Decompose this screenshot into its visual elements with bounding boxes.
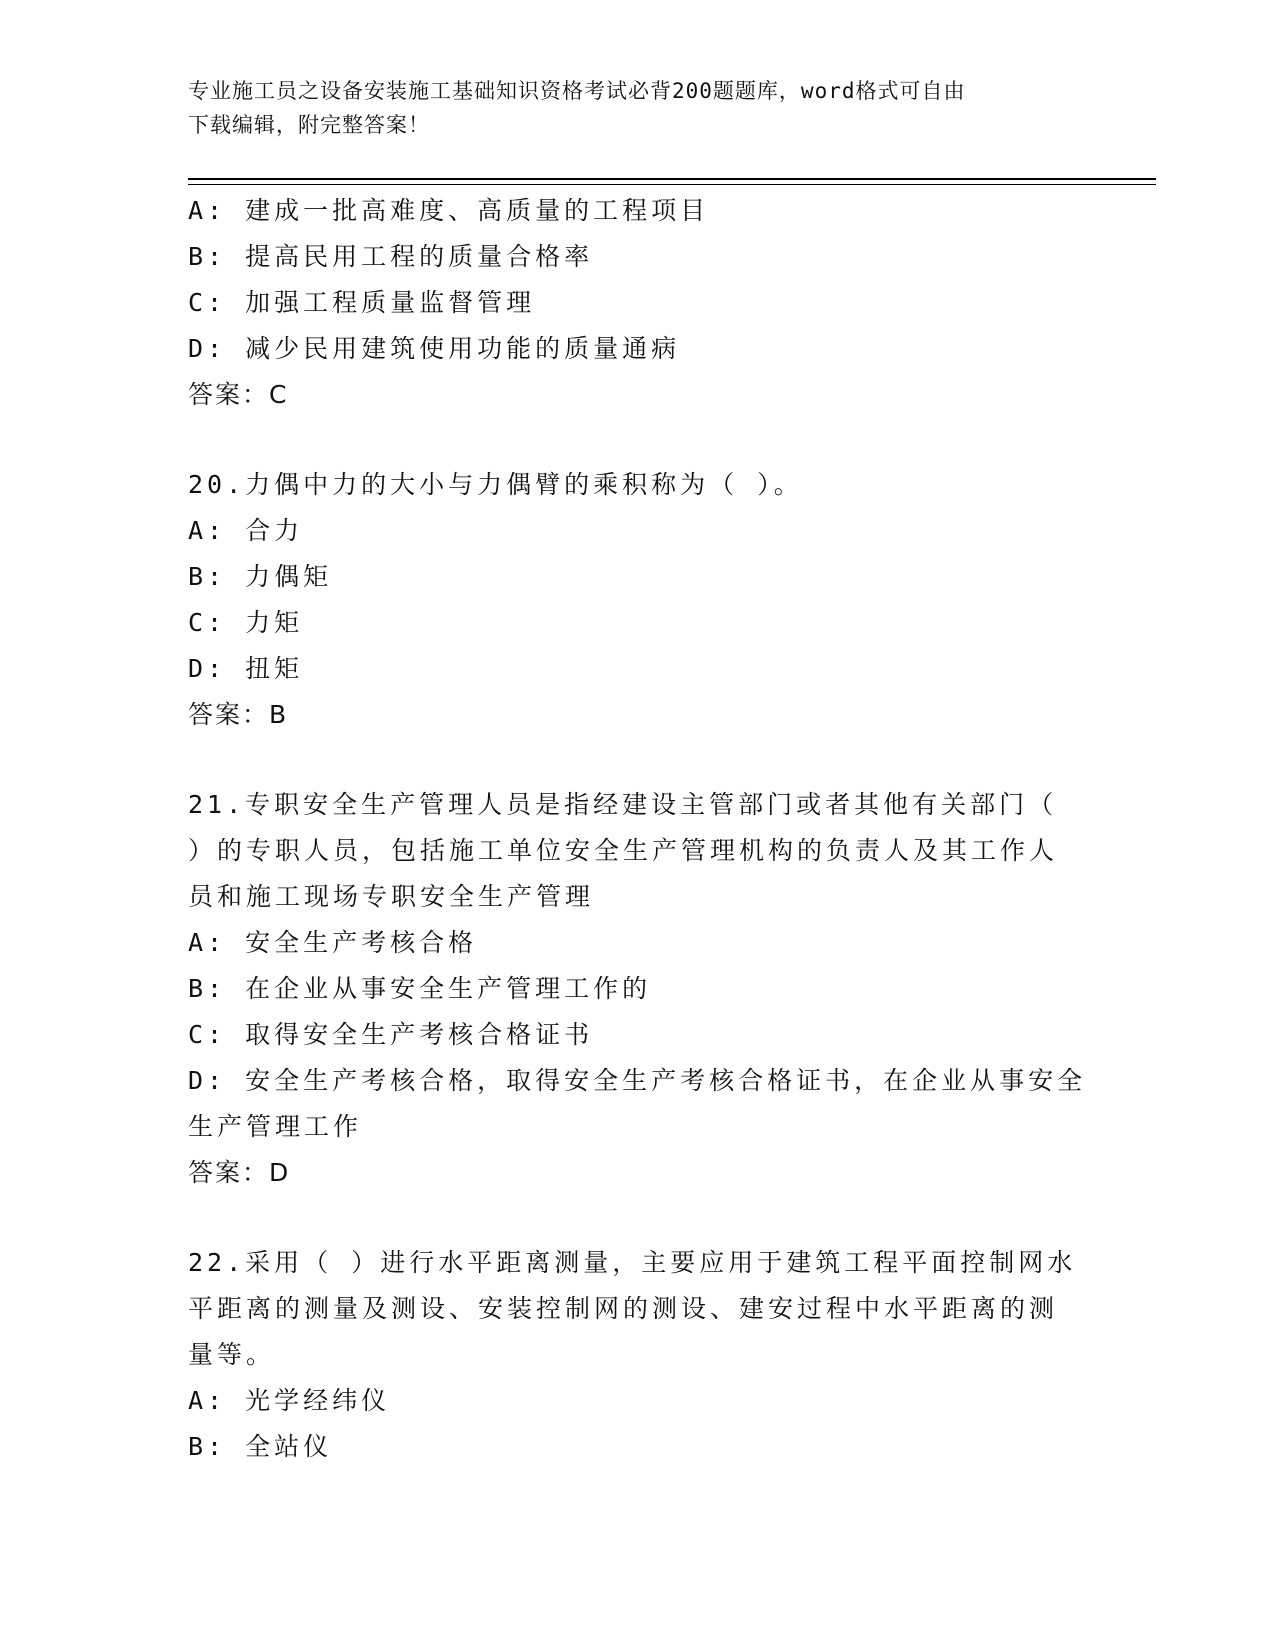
question-21 (188, 782, 1088, 1196)
option-b: B: 提高民用工程的质量合格率 (188, 242, 594, 271)
question-20 (188, 462, 1088, 738)
answer: 答案：D (188, 1158, 291, 1187)
option-a: A: 光学经纬仪 (188, 1386, 391, 1415)
question-stem-line: 量等。 (188, 1340, 276, 1369)
question-stem-line: 22.采用（ ）进行水平距离测量，主要应用于建筑工程平面控制网水 (188, 1248, 1077, 1277)
question-content (188, 188, 1088, 1470)
question-stem-line: ）的专职人员，包括施工单位安全生产管理机构的负责人及其工作人 (188, 836, 1059, 865)
option-a: A: 合力 (188, 516, 304, 545)
answer: 答案：C (188, 380, 289, 409)
header-title-line-2: 下载编辑，附完整答案！ (188, 113, 430, 137)
header-title-line-1: 专业施工员之设备安装施工基础知识资格考试必背200题题库，word格式可自由 (188, 79, 966, 103)
question-stem-line: 21.专职安全生产管理人员是指经建设主管部门或者其他有关部门（ (188, 790, 1058, 819)
question-stem-line: 员和施工现场专职安全生产管理 (188, 882, 595, 911)
header-rule-thin (188, 184, 1156, 185)
option-a: A: 建成一批高难度、高质量的工程项目 (188, 196, 710, 225)
option-d-continued: 生产管理工作 (188, 1112, 363, 1141)
option-c: C: 取得安全生产考核合格证书 (188, 1020, 594, 1049)
option-b: B: 在企业从事安全生产管理工作的 (188, 974, 652, 1003)
question-22 (188, 1240, 1088, 1470)
option-b: B: 力偶矩 (188, 562, 333, 591)
option-d: D: 减少民用建筑使用功能的质量通病 (188, 334, 681, 363)
option-c: C: 力矩 (188, 608, 304, 637)
question-stem: 20.力偶中力的大小与力偶臂的乘积称为（ ）。 (188, 470, 803, 499)
option-b: B: 全站仪 (188, 1432, 333, 1461)
question-stem-line: 平距离的测量及测设、安装控制网的测设、建安过程中水平距离的测 (188, 1294, 1059, 1323)
option-c: C: 加强工程质量监督管理 (188, 288, 536, 317)
question-19 (188, 188, 1088, 418)
option-d: D: 安全生产考核合格，取得安全生产考核合格证书，在企业从事安全 (188, 1066, 1087, 1095)
option-d: D: 扭矩 (188, 654, 304, 683)
option-a: A: 安全生产考核合格 (188, 928, 478, 957)
answer: 答案：B (188, 700, 289, 729)
header-rule-thick (188, 178, 1156, 180)
document-header (188, 74, 1068, 142)
